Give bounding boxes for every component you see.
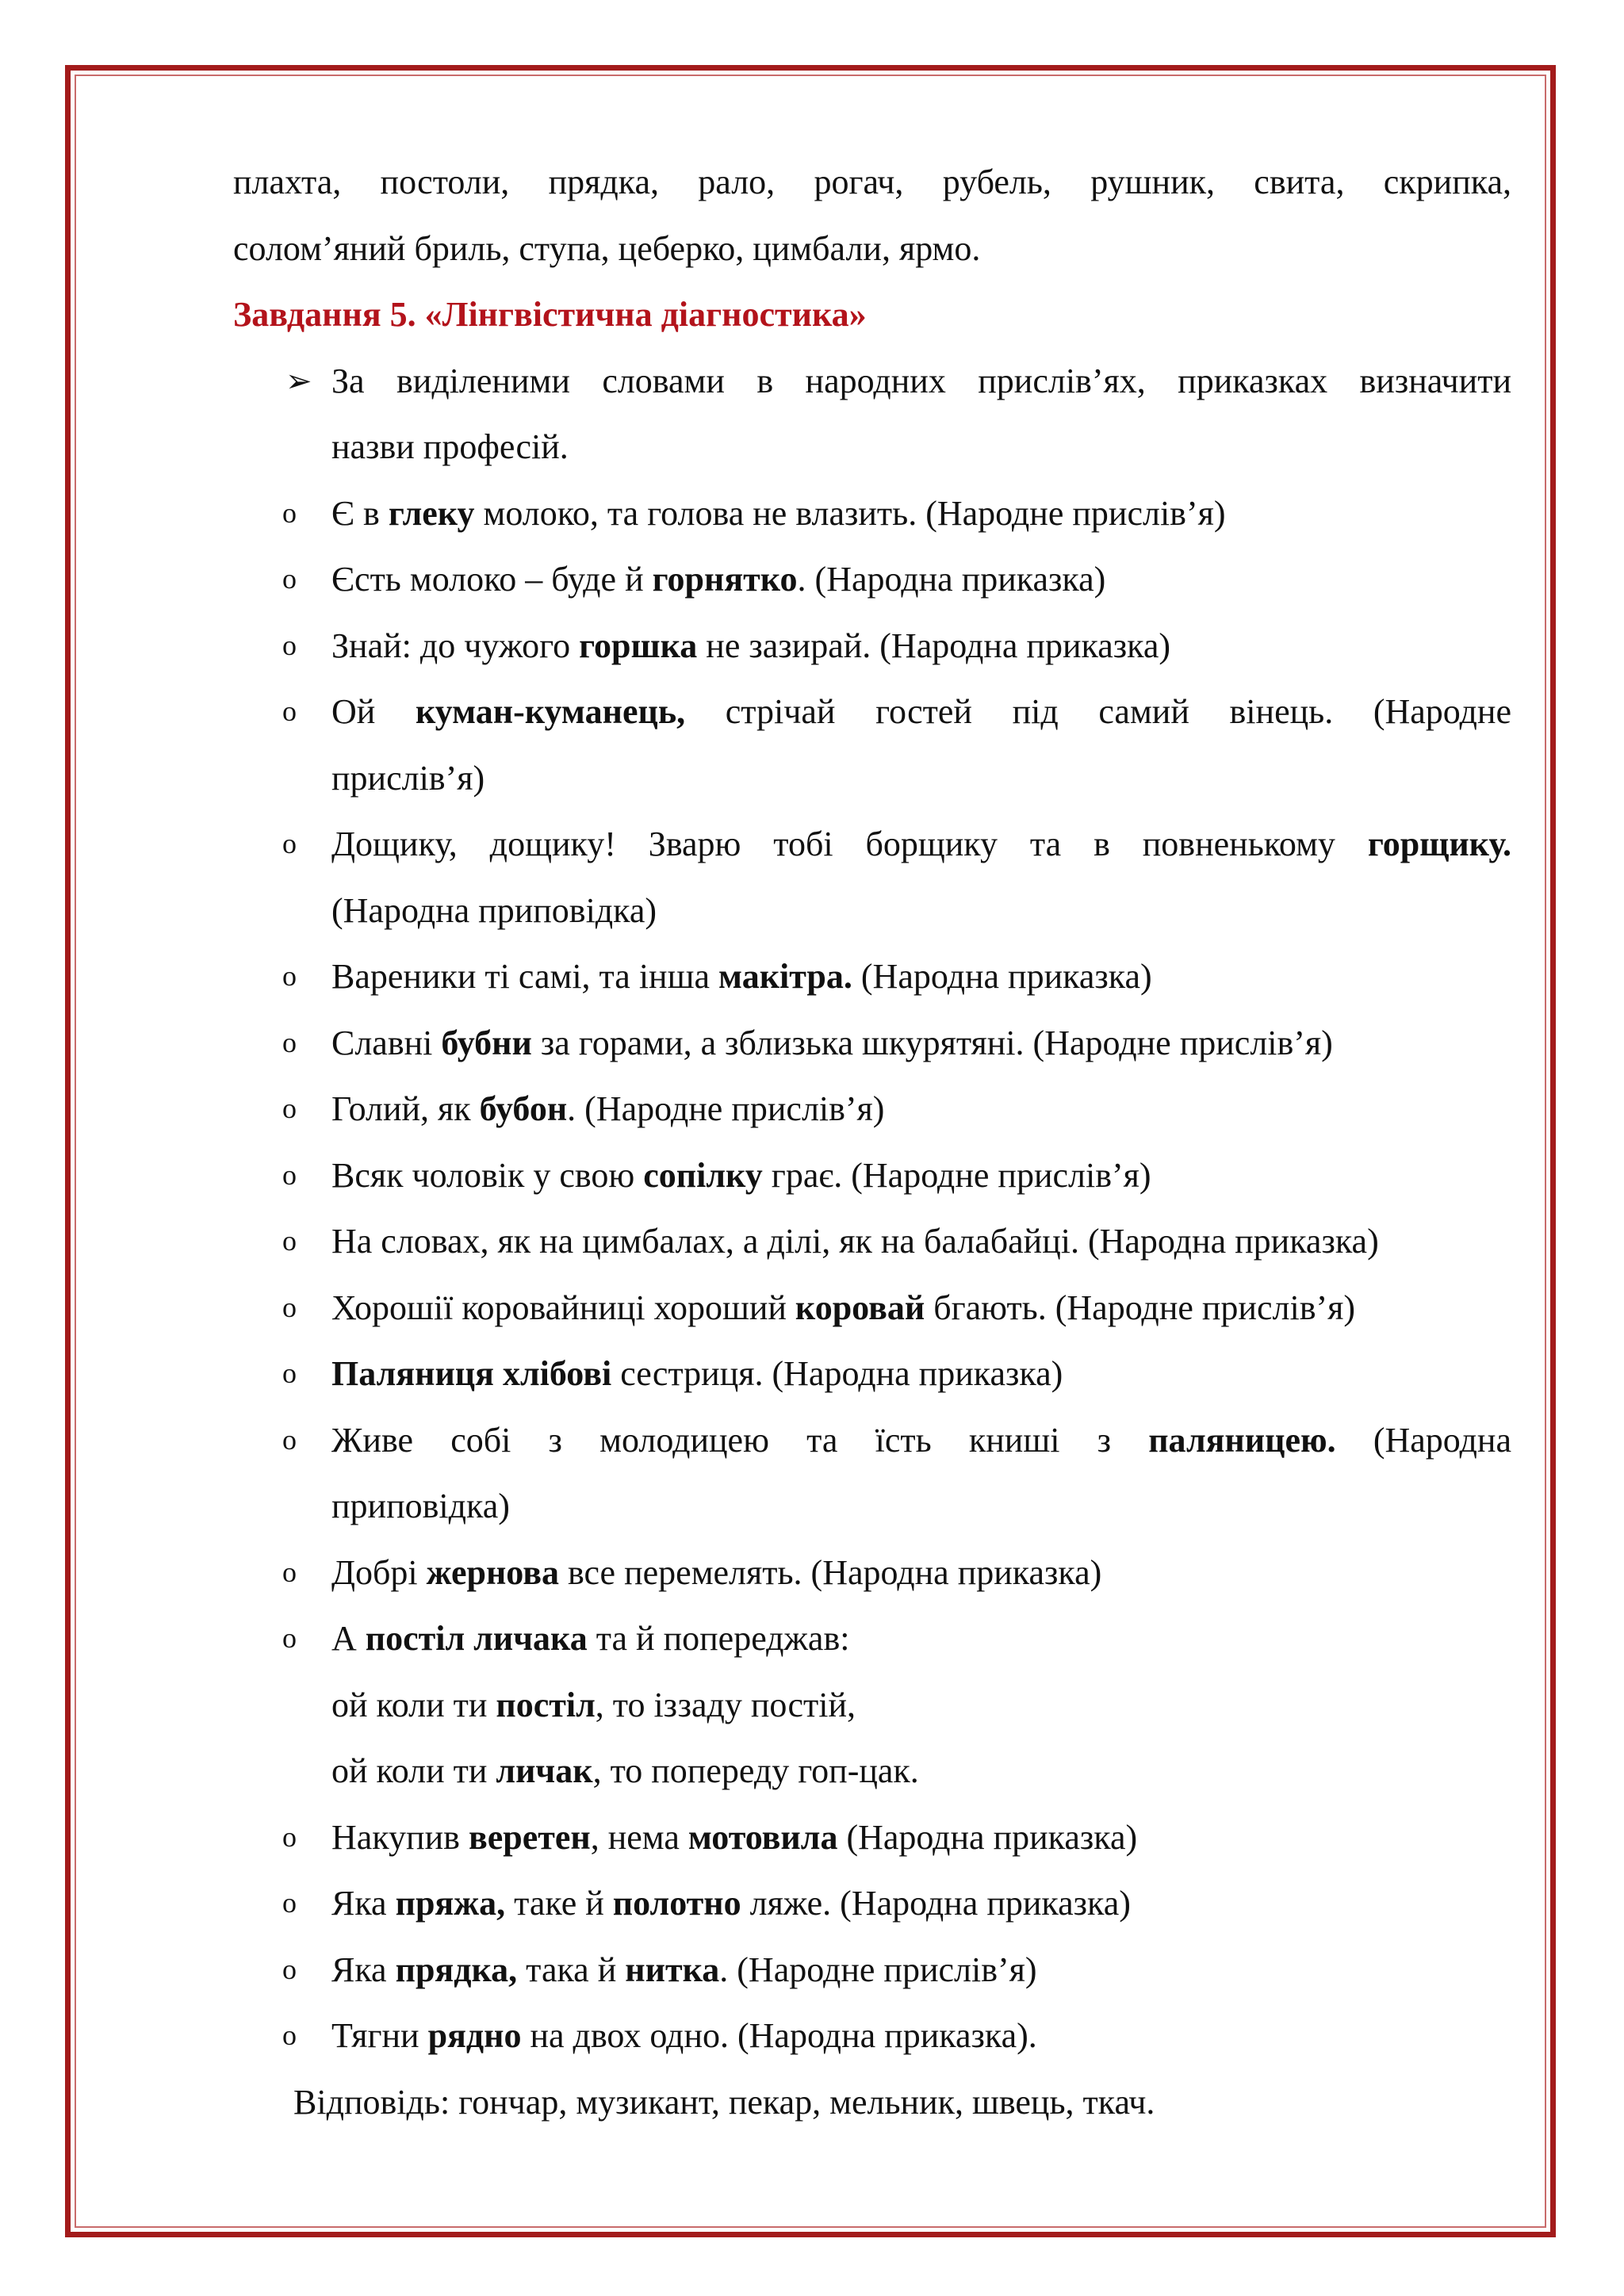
highlighted-word: личак <box>496 1751 593 1790</box>
circle-bullet-icon: o <box>282 1887 297 1919</box>
circle-bullet-icon: o <box>282 1357 297 1389</box>
highlighted-word: жернова <box>426 1552 559 1592</box>
highlighted-word: мотовила <box>688 1817 838 1857</box>
list-item <box>233 480 1511 547</box>
item-text: сестриця. (Народна приказка) <box>611 1354 1063 1393</box>
item-text: . (Народне прислів’я) <box>567 1089 885 1128</box>
item-text: Єсть молоко – буде й <box>331 560 653 599</box>
highlighted-word: сопілку <box>643 1155 763 1195</box>
item-continuation: прислів’я) <box>331 758 485 798</box>
item-text: Дощику, дощику! Зварю тобі борщику та в повненькому <box>331 825 1368 863</box>
item-continuation: приповідка) <box>331 1487 510 1525</box>
item-text: на двох одно. (Народна приказка). <box>521 2016 1037 2055</box>
list-item <box>233 1870 1511 1937</box>
item-text: Живе собі з молодицею та їсть книші з <box>331 1420 1149 1460</box>
item-text: Накупив <box>331 1817 469 1857</box>
highlighted-word: Паляниця хлібові <box>331 1354 612 1393</box>
verse-line-2 <box>331 1672 1511 1739</box>
item-text: . (Народне прислів’я) <box>719 1950 1037 1989</box>
item-text: ляже. (Народна приказка) <box>741 1884 1131 1923</box>
intro-line-2: солом’яний бриль, ступа, цеберко, цимбали, ярмо. <box>233 228 981 268</box>
document-body <box>233 149 1511 2135</box>
item-text: така й <box>517 1950 626 1989</box>
list-item-verse <box>233 1605 1511 1804</box>
item-text: Славні <box>331 1023 442 1062</box>
circle-bullet-icon: o <box>282 1225 297 1257</box>
task-instruction <box>233 348 1511 480</box>
list-item <box>233 1407 1511 1540</box>
item-text: . (Народна приказка) <box>797 560 1106 599</box>
item-text: таке й <box>505 1884 613 1923</box>
item-text: На словах, як на цимбалах, а ділі, як на балабайці. (Народна приказка) <box>331 1222 1379 1261</box>
item-text: Хорошії коровайниці хороший <box>331 1288 795 1327</box>
circle-bullet-icon: o <box>282 960 297 992</box>
highlighted-word: нитка <box>625 1950 720 1989</box>
instruction-line-2: назви професій. <box>331 427 569 466</box>
item-text: , то попереду гоп-цак. <box>592 1751 919 1790</box>
list-item <box>233 679 1511 811</box>
highlighted-word: куман-куманець, <box>415 692 686 731</box>
highlighted-word: бубон <box>479 1089 568 1128</box>
item-text: Голий, як <box>331 1089 480 1128</box>
item-text: Знай: до чужого <box>331 626 580 665</box>
highlighted-word: постіл личака <box>365 1619 588 1658</box>
list-item <box>233 1804 1511 1871</box>
circle-bullet-icon: o <box>282 828 297 859</box>
highlighted-word: паляницею. <box>1148 1420 1336 1460</box>
item-text: (Народна приказка) <box>852 957 1152 996</box>
item-line <box>331 1407 1511 1474</box>
highlighted-word: пряжа, <box>395 1884 506 1923</box>
verse-line-3 <box>331 1738 1511 1804</box>
instruction-line-1: За виділеними словами в народних прислів’ях, приказках визначити <box>331 361 1511 400</box>
item-text: Добрі <box>331 1552 427 1592</box>
highlighted-word: постіл <box>496 1685 596 1724</box>
circle-bullet-icon: o <box>282 1423 297 1456</box>
circle-bullet-icon: o <box>282 1622 297 1654</box>
item-text: Яка <box>331 1950 396 1989</box>
item-text: ой коли ти <box>331 1751 496 1790</box>
highlighted-word: бубни <box>441 1023 532 1062</box>
list-item <box>233 1341 1511 1407</box>
highlighted-word: глеку <box>388 493 475 533</box>
item-text: А <box>331 1619 366 1658</box>
highlighted-word: горнятко <box>652 560 798 599</box>
item-text: ой коли ти <box>331 1685 496 1724</box>
list-item <box>233 1937 1511 2003</box>
circle-bullet-icon: o <box>282 496 297 529</box>
circle-bullet-icon: o <box>282 695 297 727</box>
item-text: Всяк чоловік у свою <box>331 1155 644 1195</box>
highlighted-word: макітра. <box>718 957 852 996</box>
item-text: все перемелять. (Народна приказка) <box>558 1552 1102 1592</box>
list-item <box>233 1540 1511 1606</box>
list-item <box>233 943 1511 1010</box>
highlighted-word: горщику. <box>1367 825 1511 863</box>
list-item <box>233 613 1511 679</box>
list-item <box>233 1275 1511 1341</box>
answer-line: Відповідь: гончар, музикант, пекар, мельник, швець, ткач. <box>293 2082 1155 2122</box>
circle-bullet-icon: o <box>282 629 297 661</box>
circle-bullet-icon: o <box>282 563 297 595</box>
item-continuation: (Народна приповідка) <box>331 890 657 930</box>
arrow-bullet-icon: ➢ <box>285 362 312 399</box>
list-item <box>233 1010 1511 1077</box>
highlighted-word: веретен <box>468 1817 591 1857</box>
item-text: бгають. (Народне прислів’я) <box>925 1288 1356 1327</box>
item-text: за горами, а зблизька шкурятяні. (Народне прислів’я) <box>531 1023 1333 1062</box>
list-item <box>233 2003 1511 2069</box>
circle-bullet-icon: o <box>282 2019 297 2051</box>
highlighted-word: прядка, <box>395 1950 518 1989</box>
item-text: (Народна приказка) <box>837 1817 1138 1857</box>
item-text: Тягни <box>331 2016 428 2055</box>
task-heading: Завдання 5. «Лінгвістична діагностика» <box>233 295 867 334</box>
highlighted-word: коровай <box>795 1288 925 1327</box>
circle-bullet-icon: o <box>282 1158 297 1191</box>
highlighted-word: горшка <box>579 626 698 665</box>
circle-bullet-icon: o <box>282 1093 297 1124</box>
highlighted-word: полотно <box>612 1884 741 1923</box>
item-text: Ой <box>331 692 416 731</box>
circle-bullet-icon: o <box>282 1953 297 1985</box>
verse-line-1 <box>331 1605 1511 1672</box>
item-text: (Народна <box>1335 1420 1511 1460</box>
item-text: молоко, та голова не влазить. (Народне прислів’я) <box>474 493 1226 533</box>
highlighted-word: рядно <box>427 2016 522 2055</box>
proverb-list <box>233 480 1511 2069</box>
item-text: Вареники ті самі, та інша <box>331 957 719 996</box>
item-text: , нема <box>590 1817 688 1857</box>
list-item <box>233 1208 1511 1275</box>
item-text: не зазирай. (Народна приказка) <box>697 626 1171 665</box>
item-text: грає. (Народне прислів’я) <box>762 1155 1151 1195</box>
list-item <box>233 546 1511 613</box>
circle-bullet-icon: o <box>282 1556 297 1588</box>
item-text: та й попереджав: <box>587 1619 850 1658</box>
item-text: стрічай гостей під самий вінець. (Народне <box>685 692 1511 731</box>
item-text: Яка <box>331 1884 396 1923</box>
list-item <box>233 1076 1511 1142</box>
list-item <box>233 811 1511 943</box>
circle-bullet-icon: o <box>282 1026 297 1058</box>
list-item <box>233 1142 1511 1209</box>
item-text: Є в <box>331 493 389 533</box>
item-text: , то іззаду постій, <box>595 1685 856 1724</box>
circle-bullet-icon: o <box>282 1820 297 1853</box>
circle-bullet-icon: o <box>282 1291 297 1323</box>
intro-line-1: плахта, постоли, прядка, рало, рогач, рубель, рушник, свита, скрипка, <box>233 163 1511 201</box>
item-line <box>331 811 1511 878</box>
item-line <box>331 679 1511 745</box>
